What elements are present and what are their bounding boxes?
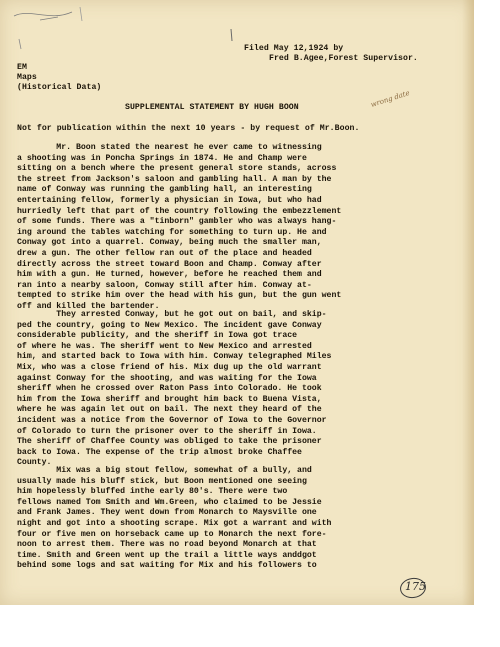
text-line: fellows named Tom Smith and Wm.Green, who claimed to be Jessie xyxy=(17,497,322,507)
text-line: ran into a nearby saloon, Conway still after him. Conway at- xyxy=(17,280,312,290)
text-line: They arrested Conway, but he got out on bail, and skip- xyxy=(17,310,327,319)
text-line: the street from Jackson's saloon and gambling hall. A man by the xyxy=(17,174,332,184)
text-line: a shooting was in Poncha Springs in 1874. He and Champ were xyxy=(17,153,307,163)
text-line: sitting on a bench where the present general store stands, across xyxy=(17,164,337,174)
text-line: time. Smith and Green went up the trail a little ways anddgot xyxy=(17,550,317,560)
text-line: night and got into a shooting scrape. Mix got a warrant and with xyxy=(17,518,332,528)
text-line: incident was a notice from the Governor of Iowa to the Governor xyxy=(17,415,327,425)
document-title: SUPPLEMENTAL STATEMENT BY HUGH BOON xyxy=(125,103,299,112)
text-line: name of Conway was running the gambling hall, an interesting xyxy=(17,185,312,195)
text-line: tempted to strike him over the head with his gun, but the gun went xyxy=(17,291,342,301)
text-line: of some funds. There was a "tinborn" gambler who was always hang- xyxy=(17,217,337,227)
text-line: Mix, who was a close friend of his. Mix dug up the old warrant xyxy=(17,362,322,372)
text-line: him with a gun. He turned, however, before he reached them and xyxy=(17,270,322,280)
text-line: behind some logs and sat waiting for Mix and his followers to xyxy=(17,561,317,571)
text-line: of where he was. The sheriff went to New Mexico and arrested xyxy=(17,341,312,351)
text-line: against Conway for the shooting, and was waiting for the Iowa xyxy=(17,373,317,383)
filed-by-line: Fred B.Agee,Forest Supervisor. xyxy=(269,54,418,63)
text-line: where he was again let out on bail. The next they heard of the xyxy=(17,405,322,415)
text-line: hurriedly left that part of the country following the embezzlement xyxy=(17,206,342,216)
publication-restriction: Not for publication within the next 10 years - by request of Mr.Boon. xyxy=(17,124,360,133)
page-edge-shadow xyxy=(462,0,474,605)
text-line: directly across the street toward Boon and Champ. Conway after xyxy=(17,259,322,269)
text-line: entertaining fellow, formerly a physician in Iowa, but who had xyxy=(17,195,322,205)
text-line: Mix was a big stout fellow, somewhat of a bully, and xyxy=(17,466,312,475)
file-code: EM xyxy=(17,63,27,72)
file-subcategory: (Historical Data) xyxy=(17,83,102,92)
handwritten-margin-note: wrong date xyxy=(369,88,411,110)
text-line: four or five men on horseback came up to Monarch the next fore- xyxy=(17,529,327,539)
text-line: Conway got into a quarrel. Conway, being much the smaller man, xyxy=(17,238,322,248)
text-line: The sheriff of Chaffee County was obliged to take the prisoner xyxy=(17,437,322,447)
text-line: ped the country, going to New Mexico. The incident gave Conway xyxy=(17,320,322,330)
paragraph-1 xyxy=(17,143,341,313)
paragraph-3 xyxy=(17,466,331,572)
text-line: off and killed the bartender. xyxy=(17,301,160,311)
pencil-tick-mark xyxy=(227,28,237,44)
text-line: noon to arrest them. There was no road beyond Monarch at that xyxy=(17,540,317,550)
text-line: ing around the tables watching for something to turn up. He and xyxy=(17,227,327,237)
pencil-tick-mark xyxy=(16,38,26,52)
text-line: considerable publicity, and the sheriff in Iowa got trace xyxy=(17,331,298,341)
handwritten-page-number: 175 xyxy=(405,580,426,593)
text-line: him from the Iowa sheriff and brought him back to Buena Vista, xyxy=(17,394,322,404)
text-line: of Colorado to turn the prisoner over to the sheriff in Iowa. xyxy=(17,426,317,436)
filed-date-line: Filed May 12,1924 by xyxy=(244,44,344,53)
text-line: back to Iowa. The expense of the trip almost broke Chaffee xyxy=(17,447,302,457)
text-line: drew a gun. The other fellow ran out of the place and headed xyxy=(17,248,312,258)
text-line: him hopelessly bluffed inthe early 80's. There were two xyxy=(17,487,288,497)
text-line: him, and started back to Iowa with him. Conway telegraphed Miles xyxy=(17,352,332,362)
text-line: sheriff when he crossed over Raton Pass into Colorado. He took xyxy=(17,384,322,394)
text-line: Mr. Boon stated the nearest he ever came to witnessing xyxy=(17,143,322,152)
pencil-scribble-mark xyxy=(10,4,100,26)
text-line: usually made his bluff stick, but Boon mentioned one seeing xyxy=(17,476,307,486)
paragraph-2 xyxy=(17,310,331,469)
file-category: Maps xyxy=(17,73,37,82)
text-line: and Frank James. They went down from Monarch to Maysville one xyxy=(17,508,317,518)
text-line: County. xyxy=(17,458,52,468)
